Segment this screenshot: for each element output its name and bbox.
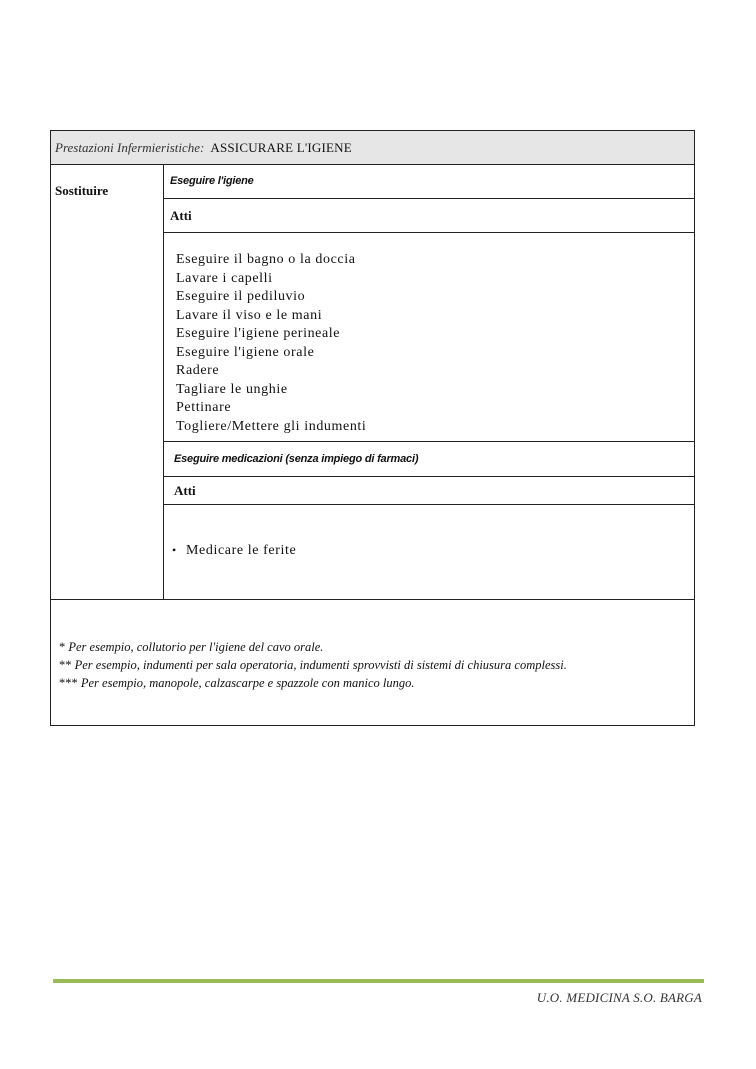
- list-item: Pettinare: [176, 400, 232, 415]
- table-header-row: [51, 131, 694, 165]
- section2-title-cell: [164, 442, 695, 477]
- section2-list: [172, 543, 296, 559]
- footer-rule: [53, 979, 704, 983]
- list-item: Eseguire il pediluvio: [176, 289, 306, 304]
- list-item: Lavare il viso e le mani: [176, 307, 323, 323]
- notes-row: [51, 599, 694, 726]
- footnote: [59, 656, 567, 674]
- section1-atti-cell: [164, 199, 695, 233]
- category-cell: [51, 165, 164, 599]
- footnote-text: Per esempio, collutorio per l'igiene del cavo orale.: [68, 640, 324, 654]
- list-item: Lavare i capelli: [176, 270, 273, 286]
- activities-column: [164, 165, 695, 599]
- section2-atti-cell: [164, 477, 695, 505]
- footnote-mark: *: [59, 640, 69, 654]
- procedure-table: [50, 130, 695, 726]
- list-item: Radere: [176, 363, 220, 378]
- list-item: [172, 543, 296, 559]
- section1-title-cell: [164, 165, 695, 199]
- list-item: Eseguire il bagno o la doccia: [176, 252, 356, 267]
- section1-atti-label: Atti: [170, 208, 192, 223]
- section1-title: Eseguire l'igiene: [170, 175, 254, 187]
- section2-title: Eseguire medicazioni (senza impiego di farmaci): [174, 453, 419, 465]
- list-item: Togliere/Mettere gli indumenti: [176, 418, 367, 434]
- footnotes: [59, 638, 567, 692]
- section1-list-cell: [164, 233, 695, 442]
- bullet-icon: •: [172, 543, 177, 557]
- footnote: [59, 674, 567, 692]
- list-item: Eseguire l'igiene perineale: [176, 326, 341, 341]
- list-item: Tagliare le unghie: [176, 381, 288, 397]
- header-title: ASSICURARE L'IGIENE: [210, 140, 352, 155]
- header-lead: Prestazioni Infermieristiche:: [55, 140, 205, 155]
- footnote: [59, 638, 567, 656]
- section2-list-cell: [164, 505, 695, 599]
- category-label: Sostituire: [55, 183, 109, 198]
- footnote-text: Per esempio, manopole, calzascarpe e spazzole con manico lungo.: [80, 676, 415, 690]
- footnote-mark: ***: [59, 676, 81, 690]
- list-item-text: Medicare le ferite: [186, 543, 297, 558]
- footer-text: U.O. MEDICINA S.O. BARGA: [536, 990, 702, 1005]
- section2-atti-label: Atti: [174, 483, 196, 498]
- footnote-text: Per esempio, indumenti per sala operatoria, indumenti sprovvisti di sistemi di chiusura complessi.: [74, 658, 567, 672]
- section1-list: [176, 251, 366, 436]
- list-item: Eseguire l'igiene orale: [176, 344, 315, 360]
- footnote-mark: **: [59, 658, 75, 672]
